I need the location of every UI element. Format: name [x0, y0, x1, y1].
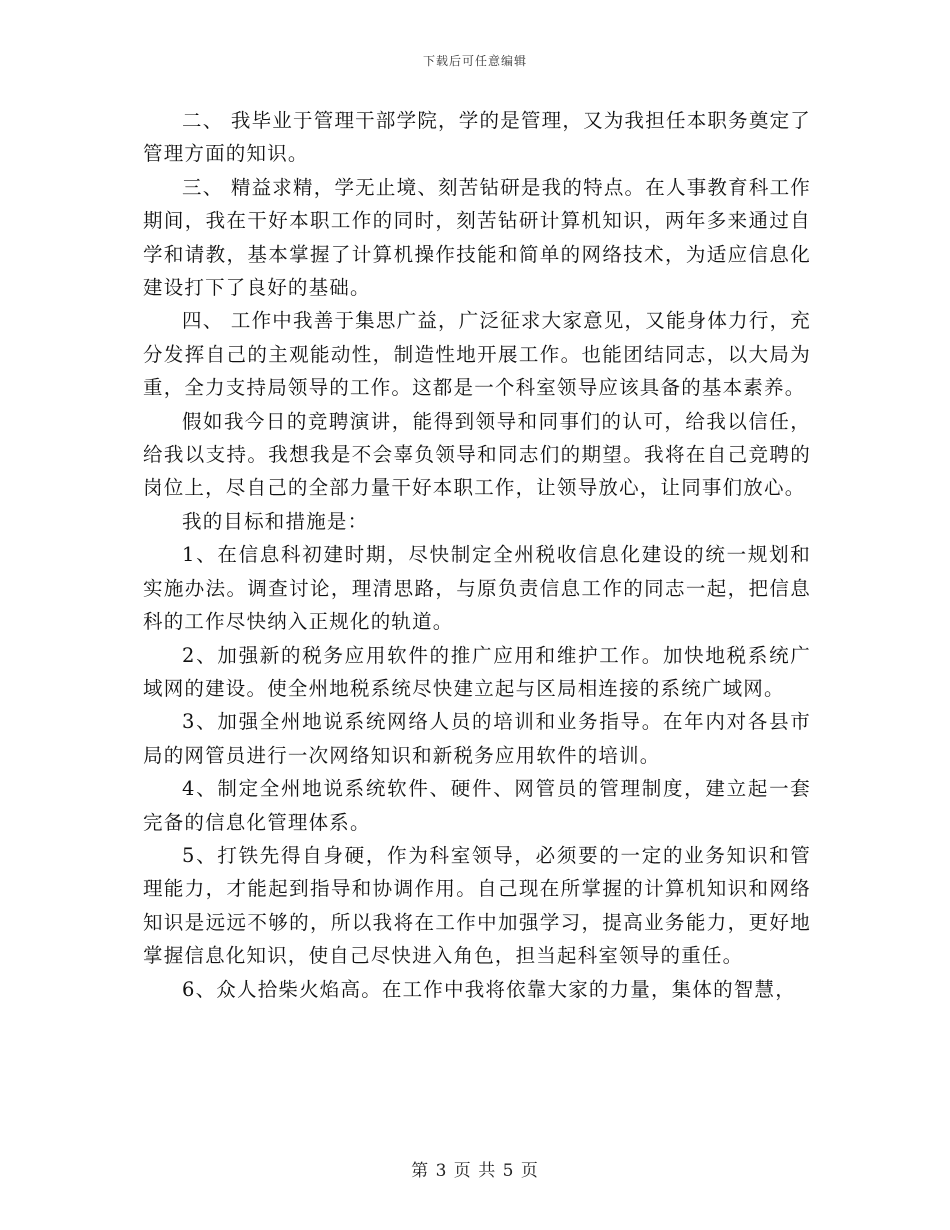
paragraph: 2、加强新的税务应用软件的推广应用和维护工作。加快地税系统广域网的建设。使全州地税系统尽快建立起与区局相连接的系统广域网。 [143, 643, 811, 700]
paragraph: 5、打铁先得自身硬，作为科室领导，必须要的一定的业务知识和管理能力，才能起到指导和协调作用。自己现在所掌握的计算机知识和网络知识是远远不够的，所以我将在工作中加强学习，提高业务能力，更好地掌握信息化知识，使自己尽快进入角色，担当起科室领导的重任。 [143, 843, 811, 968]
page-header: 下载后可任意编辑 [422, 54, 527, 68]
paragraph: 3、加强全州地说系统网络人员的培训和业务指导。在年内对各县市局的网管员进行一次网络知识和新税务应用软件的培训。 [143, 710, 811, 767]
paragraph: 4、制定全州地说系统软件、硬件、网管员的管理制度，建立起一套完备的信息化管理体系。 [143, 777, 811, 834]
document-body [143, 104, 811, 1006]
page-number-footer: 第 3 页 共 5 页 [411, 1161, 539, 1181]
paragraph: 二、 我毕业于管理干部学院，学的是管理，又为我担任本职务奠定了管理方面的知识。 [143, 109, 811, 166]
paragraph: 三、 精益求精，学无止境、刻苦钻研是我的特点。在人事教育科工作期间，我在干好本职工作的同时，刻苦钻研计算机知识，两年多来通过自学和请教，基本掌握了计算机操作技能和简单的网络技术，为适应信息化建设打下了良好的基础。 [143, 175, 811, 300]
paragraph: 四、 工作中我善于集思广益，广泛征求大家意见，又能身体力行，充分发挥自己的主观能动性，制造性地开展工作。也能团结同志，以大局为重，全力支持局领导的工作。这都是一个科室领导应该具备的基本素养。 [143, 309, 811, 400]
paragraph: 6、众人拾柴火焰高。在工作中我将依靠大家的力量，集体的智慧， [182, 977, 796, 1001]
paragraph: 我的目标和措施是： [182, 509, 369, 533]
paragraph: 1、在信息科初建时期，尽快制定全州税收信息化建设的统一规划和实施办法。调查讨论，理清思路，与原负责信息工作的同志一起，把信息科的工作尽快纳入正规化的轨道。 [143, 543, 811, 634]
paragraph: 假如我今日的竞聘演讲，能得到领导和同事们的认可，给我以信任，给我以支持。我想我是不会辜负领导和同志们的期望。我将在自己竞聘的岗位上，尽自己的全部力量干好本职工作，让领导放心，让同事们放心。 [143, 409, 811, 500]
